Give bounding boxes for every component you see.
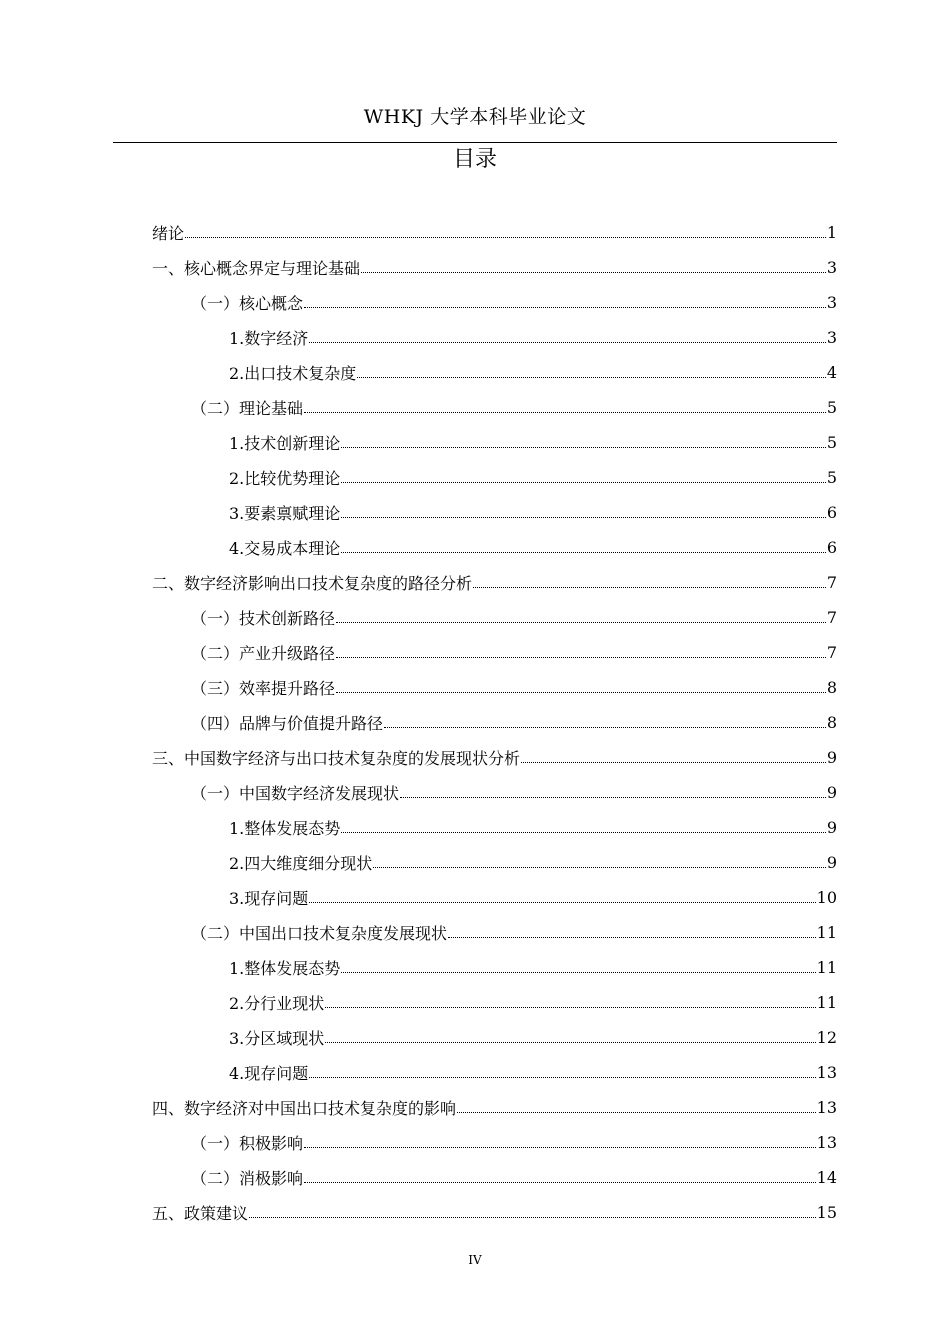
toc-entry-label: （二）产业升级路径 [191,644,336,663]
toc-dot-leader [457,1112,816,1113]
toc-entry-page: 3 [826,293,837,312]
toc-entry[interactable] [0,215,837,250]
toc-entry-page: 6 [826,538,837,557]
toc-entry[interactable] [0,775,837,810]
toc-entry-page: 8 [826,713,837,732]
toc-dot-leader [373,867,826,868]
toc-entry[interactable] [0,985,837,1020]
toc-entry-label: 2.比较优势理论 [229,469,341,488]
toc-dot-leader [304,1147,816,1148]
toc-dot-leader [341,447,826,448]
toc-entry-page: 13 [816,1098,837,1117]
toc-entry-page: 12 [816,1028,837,1047]
toc-entry-page: 1 [826,223,837,242]
toc-entry[interactable] [0,355,837,390]
toc-entry[interactable] [0,460,837,495]
toc-dot-leader [304,307,826,308]
toc-entry-label: （一）中国数字经济发展现状 [191,784,400,803]
toc-entry-label: （三）效率提升路径 [191,679,336,698]
toc-entry[interactable] [0,810,837,845]
toc-dot-leader [357,377,826,378]
toc-dot-leader [521,762,826,763]
toc-entry-label: 2.四大维度细分现状 [229,854,373,873]
toc-dot-leader [249,1217,816,1218]
toc-entry-label: 二、数字经济影响出口技术复杂度的路径分析 [152,574,473,593]
page-number: IV [468,1253,482,1267]
toc-title: 目录 [452,147,497,172]
toc-entry-label: 2.出口技术复杂度 [229,364,357,383]
toc-entry-label: 1.数字经济 [229,329,309,348]
toc-entry-page: 9 [826,783,837,802]
toc-entry[interactable] [0,845,837,880]
toc-entry-page: 11 [816,993,837,1012]
toc-entry-label: 1.整体发展态势 [229,819,341,838]
toc-dot-leader [336,622,826,623]
toc-dot-leader [473,587,826,588]
toc-dot-leader [325,1042,815,1043]
toc-entry[interactable] [0,425,837,460]
toc-entry[interactable] [0,950,837,985]
toc-dot-leader [400,797,826,798]
toc-entry-label: 3.现存问题 [229,889,309,908]
toc-entry-label: （一）核心概念 [191,294,304,313]
toc-entry-page: 10 [816,888,837,907]
toc-dot-leader [309,342,826,343]
toc-entry-label: （四）品牌与价值提升路径 [191,714,384,733]
toc-entry-label: 4.交易成本理论 [229,539,341,558]
toc-entry[interactable] [0,635,837,670]
toc-entry-page: 7 [826,643,837,662]
toc-entry-label: 一、核心概念界定与理论基础 [152,259,361,278]
toc-entry-page: 7 [826,608,837,627]
toc-entry[interactable] [0,1090,837,1125]
toc-entry-page: 9 [826,748,837,767]
toc-entry-label: 3.分区域现状 [229,1029,325,1048]
toc-entry-page: 15 [816,1203,837,1222]
toc-entry-label: 3.要素禀赋理论 [229,504,341,523]
toc-dot-leader [448,937,816,938]
toc-entry-page: 14 [816,1168,837,1187]
page-header: WHKJ 大学本科毕业论文 [363,106,587,128]
toc-entry-page: 5 [826,398,837,417]
toc-entry-label: 四、数字经济对中国出口技术复杂度的影响 [152,1099,457,1118]
toc-entry-label: 4.现存问题 [229,1064,309,1083]
toc-entry[interactable] [0,1125,837,1160]
toc-dot-leader [309,902,815,903]
toc-dot-leader [336,657,826,658]
toc-dot-leader [304,412,826,413]
toc-entry-page: 9 [826,818,837,837]
toc-dot-leader [304,1182,816,1183]
toc-entry[interactable] [0,1160,837,1195]
toc-entry-label: 三、中国数字经济与出口技术复杂度的发展现状分析 [152,749,521,768]
toc-dot-leader [341,972,815,973]
toc-entry-page: 7 [826,573,837,592]
toc-entry-page: 13 [816,1063,837,1082]
toc-entry-page: 11 [816,958,837,977]
toc-entry-label: （一）技术创新路径 [191,609,336,628]
toc-entry[interactable] [0,915,837,950]
toc-dot-leader [361,272,826,273]
toc-entry[interactable] [0,250,837,285]
toc-entry-page: 8 [826,678,837,697]
toc-entry[interactable] [0,600,837,635]
toc-entry-label: 1.整体发展态势 [229,959,341,978]
table-of-contents [0,215,950,1230]
toc-entry-label: 1.技术创新理论 [229,434,341,453]
toc-entry[interactable] [0,740,837,775]
toc-dot-leader [341,482,826,483]
toc-dot-leader [341,832,826,833]
toc-entry-label: 2.分行业现状 [229,994,325,1013]
toc-entry-page: 3 [826,328,837,347]
toc-entry[interactable] [0,880,837,915]
toc-entry[interactable] [0,285,837,320]
toc-entry[interactable] [0,670,837,705]
toc-entry[interactable] [0,495,837,530]
toc-entry-page: 4 [826,363,837,382]
toc-entry[interactable] [0,530,837,565]
toc-entry-page: 13 [816,1133,837,1152]
header-divider [113,142,837,143]
toc-dot-leader [336,692,826,693]
toc-entry-label: 五、政策建议 [152,1204,249,1223]
toc-entry-label: （二）理论基础 [191,399,304,418]
toc-dot-leader [384,727,826,728]
toc-dot-leader [341,552,826,553]
toc-entry[interactable] [0,565,837,600]
toc-entry-label: （二）中国出口技术复杂度发展现状 [191,924,448,943]
toc-dot-leader [341,517,826,518]
toc-entry-label: （一）积极影响 [191,1134,304,1153]
toc-entry-page: 5 [826,433,837,452]
toc-entry[interactable] [0,390,837,425]
toc-entry-page: 11 [816,923,837,942]
toc-dot-leader [309,1077,815,1078]
toc-entry[interactable] [0,1195,837,1230]
toc-dot-leader [325,1007,815,1008]
toc-entry-page: 6 [826,503,837,522]
toc-entry-label: （二）消极影响 [191,1169,304,1188]
toc-entry[interactable] [0,705,837,740]
toc-entry-page: 9 [826,853,837,872]
toc-entry-page: 5 [826,468,837,487]
toc-dot-leader [185,237,826,238]
toc-entry-label: 绪论 [152,224,185,243]
toc-entry-page: 3 [826,258,837,277]
toc-entry[interactable] [0,1055,837,1090]
toc-entry[interactable] [0,1020,837,1055]
toc-entry[interactable] [0,320,837,355]
